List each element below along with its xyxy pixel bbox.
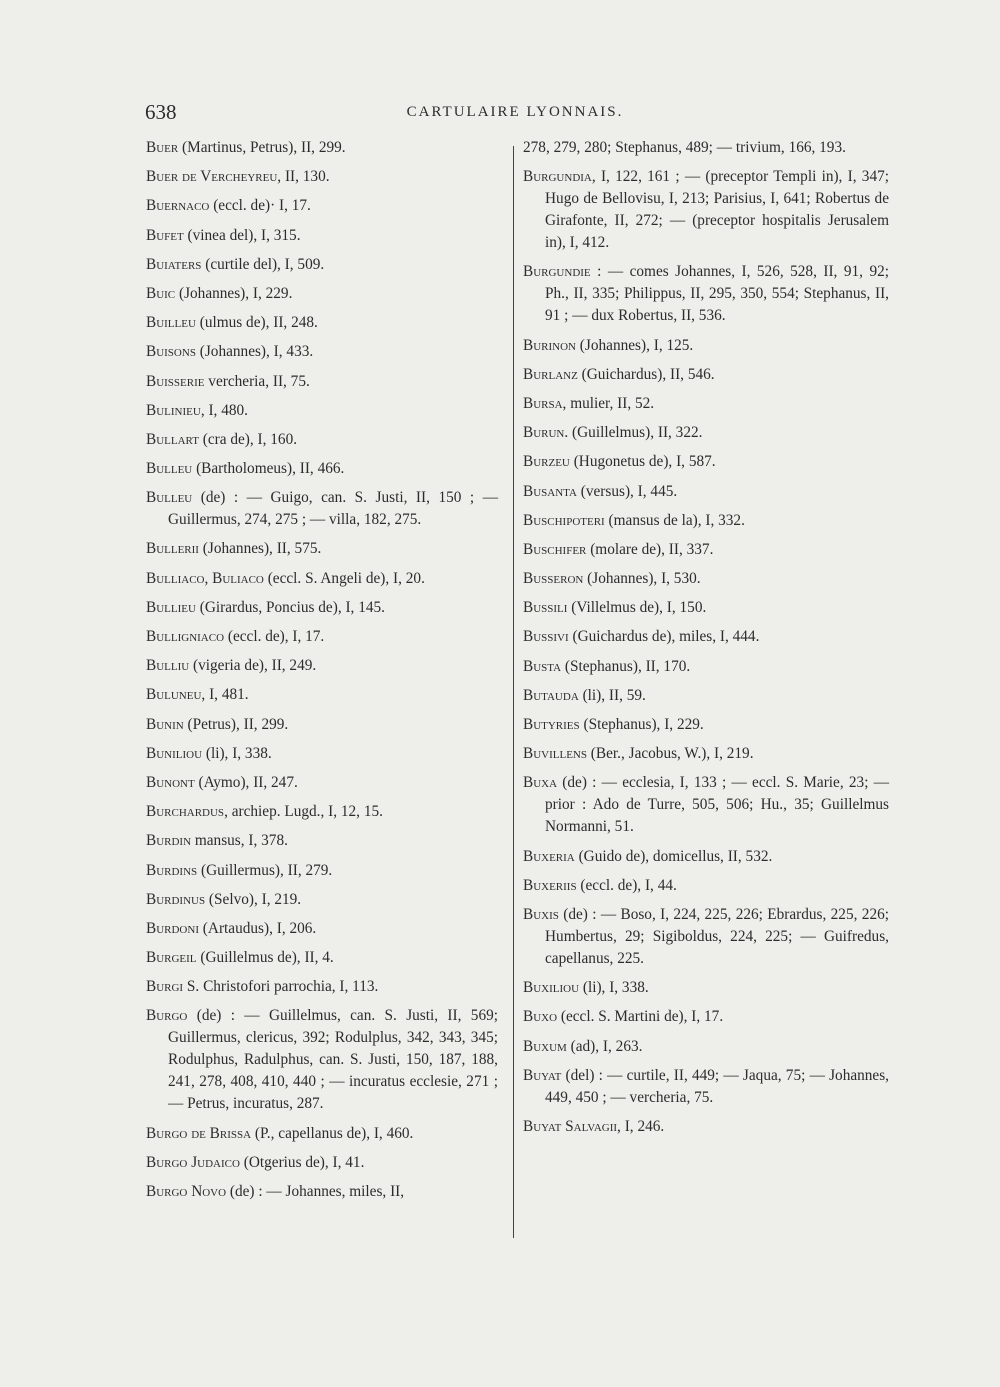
index-entry — [523, 510, 889, 532]
entry-text: : — comes Johannes, I, 526, 528, II, 91, 92; Ph., II, 335; Philippus, II, 295, 350, 554; Stephanus, II, 91 ; — dux Robertus, II, 536. — [545, 263, 889, 325]
entry-text: vercheria, II, 75. — [204, 372, 310, 390]
index-entry — [523, 364, 889, 386]
index-entry — [523, 904, 889, 970]
entry-headword: Burgeil — [146, 949, 197, 967]
entry-headword: Bullerii — [146, 540, 199, 558]
entry-text: (del) : — curtile, II, 449; — Jaqua, 75; — Johannes, 449, 450 ; — vercheria, 75. — [545, 1066, 889, 1106]
entry-headword: Buer — [146, 139, 179, 156]
left-index-column — [146, 137, 498, 1203]
index-entry — [146, 400, 498, 422]
entry-text: (vigeria de), II, 249. — [189, 657, 317, 675]
entry-text: (Villelmus de), I, 150. — [567, 599, 707, 617]
entry-headword: Bussili — [523, 599, 568, 617]
entry-headword: Bulinieu — [146, 401, 201, 419]
index-entry — [146, 830, 498, 852]
entry-headword: Buxa — [523, 774, 558, 792]
entry-text: , I, 480. — [200, 401, 248, 419]
entry-text: (eccl. de), I, 17. — [224, 628, 325, 645]
entry-headword: Burgundia — [523, 168, 592, 186]
index-entry — [146, 889, 498, 911]
index-entry — [146, 1152, 498, 1174]
entry-headword: Burgi — [146, 978, 184, 996]
entry-text: (Guichardus), II, 546. — [577, 365, 715, 383]
entry-headword: Burlanz — [523, 365, 578, 383]
index-entry — [523, 846, 889, 868]
entry-headword: Butauda — [523, 686, 579, 704]
index-entry — [146, 487, 498, 531]
index-entry — [523, 1116, 889, 1138]
entry-text: S. Christofori parrochia, I, 113. — [183, 978, 379, 996]
entry-headword: Busta — [523, 657, 562, 675]
index-entry — [146, 254, 498, 276]
entry-headword: Buernaco — [146, 197, 210, 215]
entry-text: . (Guillelmus), II, 322. — [564, 424, 703, 442]
index-entry — [523, 977, 889, 999]
index-entry — [523, 685, 889, 707]
index-entry — [523, 875, 889, 897]
index-entry — [146, 772, 498, 794]
entry-headword: Buniliou — [146, 744, 203, 762]
entry-headword: Burgo — [146, 1007, 188, 1025]
entry-text: (li), I, 338. — [202, 744, 272, 762]
index-entry — [523, 261, 889, 327]
index-entry — [523, 335, 889, 357]
entry-headword: Buxeria — [523, 847, 575, 865]
entry-headword: Bulliu — [146, 657, 190, 675]
entry-text: (Martinus, Petrus), II, 299. — [178, 139, 346, 156]
index-entry — [146, 947, 498, 969]
entry-text: , II, 130. — [277, 168, 330, 186]
entry-text: (li), II, 59. — [578, 686, 646, 704]
page-header — [145, 100, 885, 130]
entry-headword: Bunin — [146, 715, 184, 733]
entry-headword: Burdinus — [146, 890, 206, 908]
index-entry — [523, 743, 889, 765]
index-entry — [146, 655, 498, 677]
entry-headword: Buxum — [523, 1037, 567, 1055]
index-entry — [146, 225, 498, 247]
entry-text: (Guillelmus de), II, 4. — [196, 949, 334, 967]
entry-text: (eccl. S. Angeli de), I, 20. — [263, 569, 425, 587]
running-title: CARTULAIRE LYONNAIS. — [406, 104, 624, 120]
index-entry — [146, 626, 498, 648]
index-entry — [523, 393, 889, 415]
entry-headword: Buic — [146, 284, 176, 302]
entry-text: (Guillermus), II, 279. — [197, 861, 333, 879]
entry-text: mansus, I, 378. — [191, 832, 288, 850]
entry-text: (de) : — ecclesia, I, 133 ; — eccl. S. Marie, 23; — prior : Ado de Turre, 505, 506; Hu., 35; Guillelmus Normanni, 51. — [545, 774, 889, 836]
entry-text: (Hugonetus de), I, 587. — [569, 453, 716, 471]
entry-text: (Artaudus), I, 206. — [198, 919, 317, 937]
entry-headword: Burinon — [523, 336, 576, 354]
entry-headword: Busseron — [523, 570, 584, 588]
entry-headword: Buxis — [523, 905, 559, 923]
entry-headword: Bussivi — [523, 628, 569, 646]
entry-headword: Buxo — [523, 1008, 558, 1026]
index-entry — [146, 918, 498, 940]
index-entry — [146, 137, 498, 159]
index-entry — [146, 458, 498, 480]
entry-text: (Johannes), II, 575. — [198, 540, 322, 558]
entry-headword: Bullieu — [146, 598, 196, 616]
entry-text: , I, 481. — [201, 686, 249, 704]
index-entry — [146, 341, 498, 363]
entry-headword: Buer de Vercheyreu — [146, 168, 278, 186]
index-entry — [146, 283, 498, 305]
entry-headword: Burzeu — [523, 453, 570, 471]
entry-headword: Bulleu — [146, 460, 193, 478]
entry-headword: Burdoni — [146, 919, 199, 937]
entry-headword: Burun — [523, 424, 565, 442]
entry-headword: Burchardus — [146, 803, 225, 821]
entry-headword: Builleu — [146, 314, 196, 332]
entry-headword: Buluneu — [146, 686, 202, 704]
index-entry — [523, 539, 889, 561]
entry-headword: Buyat — [523, 1066, 562, 1084]
entry-headword: Burdins — [146, 861, 198, 879]
entry-text: (Aymo), II, 247. — [194, 773, 298, 791]
entry-text: (Stephanus), I, 229. — [579, 716, 704, 733]
index-entry — [523, 1036, 889, 1058]
index-entry — [523, 481, 889, 503]
index-entry — [523, 422, 889, 444]
index-entry — [146, 597, 498, 619]
entry-headword: Bulliaco, Buliaco — [146, 569, 264, 587]
index-entry — [146, 371, 498, 393]
entry-text: (de) : — Guigo, can. S. Justi, II, 150 ; — Guillermus, 274, 275 ; — villa, 182, 275. — [168, 489, 498, 529]
index-entry — [146, 429, 498, 451]
entry-text: (Ber., Jacobus, W.), I, 219. — [586, 745, 754, 763]
entry-text: , archiep. Lugd., I, 12, 15. — [224, 803, 383, 821]
index-entry — [146, 195, 498, 217]
index-entry — [523, 714, 889, 736]
entry-text: (mansus de la), I, 332. — [604, 511, 745, 529]
entry-text: (ad), I, 263. — [566, 1037, 643, 1055]
entry-text: (Johannes), I, 229. — [175, 284, 293, 302]
entry-headword: Buiaters — [146, 255, 202, 273]
entry-text: (cra de), I, 160. — [198, 430, 298, 448]
right-index-column — [523, 137, 889, 1138]
entry-headword: Bunont — [146, 773, 195, 791]
entry-text: (Girardus, Poncius de), I, 145. — [195, 598, 385, 616]
index-entry — [523, 1065, 889, 1109]
entry-headword: Bulleu — [146, 489, 193, 507]
column-divider — [513, 146, 514, 1238]
entry-headword: Burdin — [146, 832, 192, 850]
index-entry — [146, 976, 498, 998]
entry-headword: Bursa — [523, 394, 563, 412]
index-entry — [146, 684, 498, 706]
entry-headword: Buyat Salvagii — [523, 1117, 618, 1135]
entry-text: 278, 279, 280; Stephanus, 489; — trivium, 166, 193. — [523, 139, 846, 156]
index-entry — [523, 772, 889, 838]
entry-text: (eccl. de), I, 44. — [576, 876, 677, 894]
entry-headword: Buvillens — [523, 745, 587, 763]
entry-text: (vinea del), I, 315. — [183, 226, 301, 244]
entry-text: (Guido de), domicellus, II, 532. — [574, 847, 773, 865]
index-entry — [523, 166, 889, 254]
index-entry — [523, 451, 889, 473]
entry-text: (li), I, 338. — [579, 979, 649, 997]
entry-text: (de) : — Johannes, miles, II, — [226, 1183, 405, 1200]
index-entry — [146, 568, 498, 590]
entry-headword: Bufet — [146, 226, 184, 244]
entry-headword: Buxiliou — [523, 979, 580, 997]
entry-text: (Johannes), I, 433. — [195, 343, 314, 361]
index-entry — [523, 568, 889, 590]
entry-text: (Johannes), I, 530. — [583, 570, 701, 588]
index-entry — [146, 1005, 498, 1115]
entry-text: (Bartholomeus), II, 466. — [192, 460, 345, 478]
entry-headword: Butyries — [523, 716, 580, 733]
entry-headword: Burgo Novo — [146, 1183, 227, 1200]
entry-text: (Stephanus), II, 170. — [561, 657, 691, 675]
index-entry — [146, 312, 498, 334]
entry-headword: Buisons — [146, 343, 196, 361]
index-entry — [146, 801, 498, 823]
index-entry — [146, 743, 498, 765]
entry-headword: Burgo de Brissa — [146, 1124, 252, 1142]
entry-text: (Johannes), I, 125. — [575, 336, 694, 354]
entry-text: (versus), I, 445. — [576, 482, 678, 500]
entry-headword: Burgundie — [523, 263, 591, 281]
index-entry — [146, 1123, 498, 1145]
index-entry — [523, 597, 889, 619]
index-entry — [146, 538, 498, 560]
entry-headword: Burgo Judaico — [146, 1153, 240, 1171]
entry-text: (eccl. S. Martini de), I, 17. — [557, 1008, 724, 1026]
entry-headword: Busanta — [523, 482, 577, 500]
entry-text: (Petrus), II, 299. — [183, 715, 289, 733]
entry-text: (eccl. de)· I, 17. — [209, 197, 311, 215]
entry-text: (de) : — Boso, I, 224, 225, 226; Ebrardus, 225, 226; Humbertus, 29; Sigiboldus, 224, 225; — Guifredus, capellanus, 225. — [545, 905, 889, 967]
index-entry — [146, 860, 498, 882]
entry-text: (molare de), II, 337. — [586, 540, 714, 558]
index-entry — [523, 626, 889, 648]
index-entry — [146, 166, 498, 188]
entry-text: (ulmus de), II, 248. — [195, 314, 318, 332]
entry-headword: Bullart — [146, 430, 199, 448]
index-entry — [146, 714, 498, 736]
index-entry — [523, 137, 889, 159]
entry-text: , mulier, II, 52. — [562, 394, 655, 412]
index-entry — [146, 1181, 498, 1203]
page-number: 638 — [145, 100, 177, 124]
entry-text: (Otgerius de), I, 41. — [239, 1153, 365, 1171]
entry-text: (Guichardus de), miles, I, 444. — [568, 628, 760, 646]
entry-text: (de) : — Guillelmus, can. S. Justi, II, 569; Guillermus, clericus, 392; Rodulplus, 342, 343, 345; Rodulphus, Radulphus, can. S. Justi, 150, 187, 188, 241, 278, 408, 410, 440 ; — incuratus ecclesie, 271 ; — Petrus, incuratus, 287. — [168, 1007, 498, 1113]
entry-headword: Buisserie — [146, 372, 205, 390]
entry-headword: Buschipoteri — [523, 511, 605, 529]
entry-headword: Buschifer — [523, 540, 587, 558]
entry-text: , I, 122, 161 ; — (preceptor Templi in), I, 347; Hugo de Bellovisu, I, 213; Parisius, I, 641; Robertus de Girafonte, II, 272; — (preceptor hospitalis Jerusalem in), I, 412. — [545, 168, 889, 252]
entry-text: , I, 246. — [617, 1117, 665, 1135]
entry-headword: Buxeriis — [523, 876, 577, 894]
entry-text: (Selvo), I, 219. — [205, 890, 302, 908]
index-entry — [523, 656, 889, 678]
entry-text: (curtile del), I, 509. — [201, 255, 325, 273]
entry-text: (P., capellanus de), I, 460. — [251, 1124, 414, 1142]
entry-headword: Bulligniaco — [146, 628, 225, 645]
index-entry — [523, 1006, 889, 1028]
